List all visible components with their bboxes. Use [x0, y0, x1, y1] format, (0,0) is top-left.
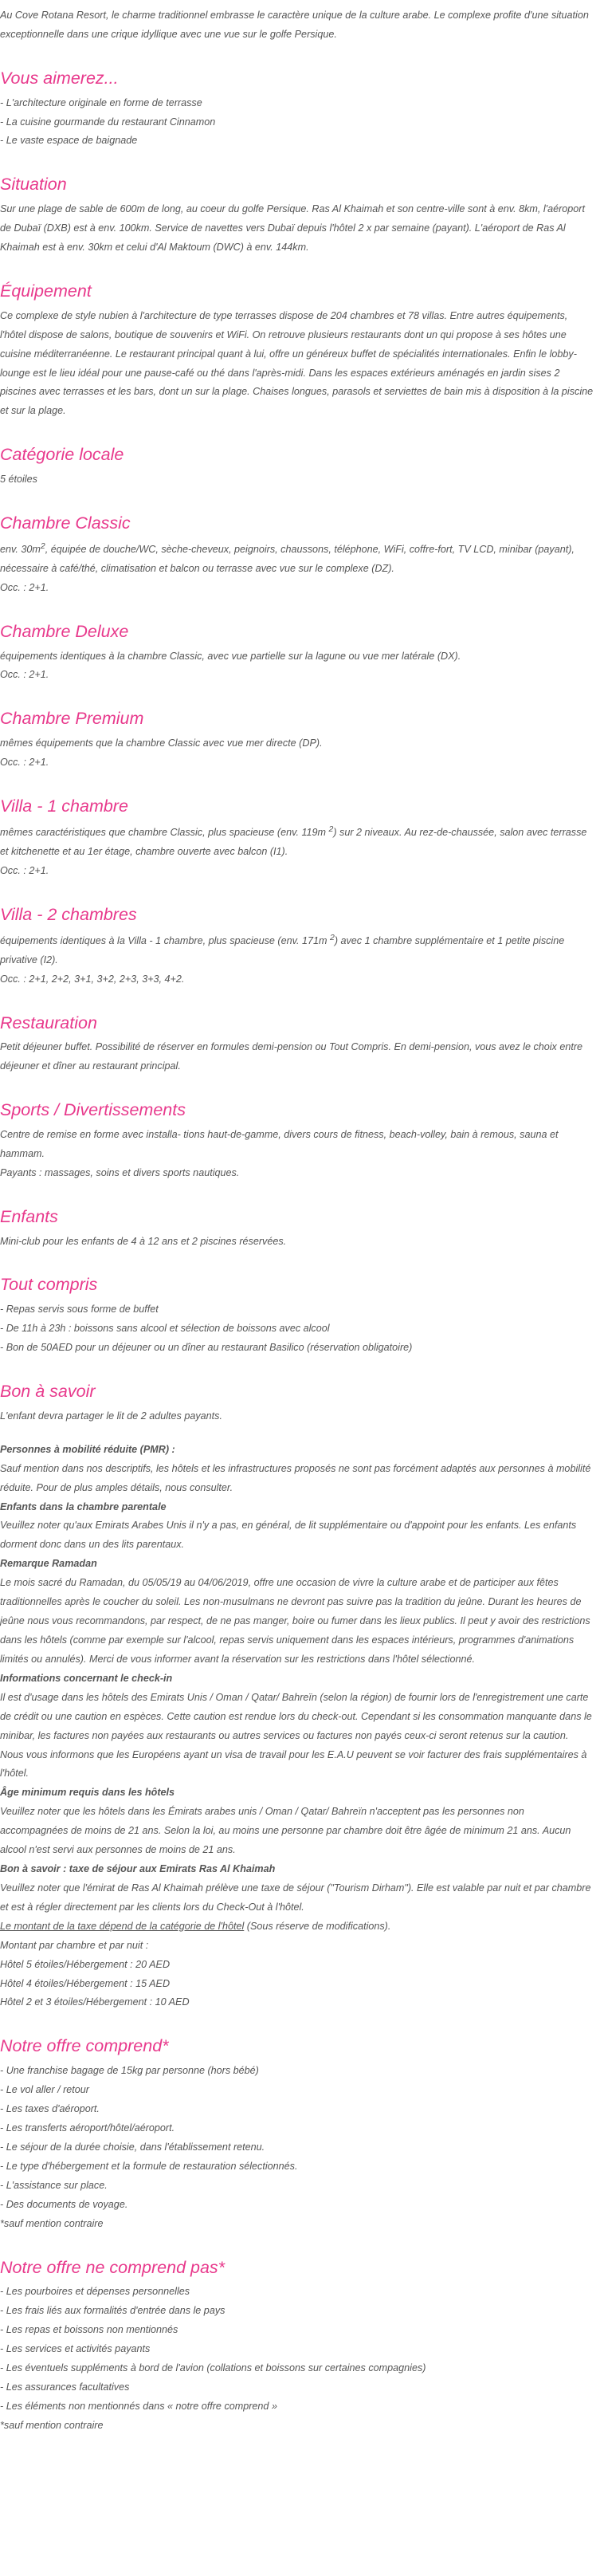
list-item: - Des documents de voyage. — [0, 2196, 594, 2215]
enfants-text: Mini-club pour les enfants de 4 à 12 ans et 2 piscines réservées. — [0, 1235, 287, 1247]
section-title-bon-a-savoir: Bon à savoir — [0, 1382, 96, 1402]
pmr-title: Personnes à mobilité réduite (PMR) : — [0, 1443, 175, 1455]
section-chambre-classic — [0, 513, 594, 598]
lit-text: L'enfant devra partager le lit de 2 adultes payants. — [0, 1410, 222, 1422]
tarif-5-etoiles: Hôtel 5 étoiles/Hébergement : 20 AED — [0, 1958, 171, 1970]
section-situation — [0, 175, 594, 258]
section-offre-ne-comprend — [0, 2258, 594, 2436]
checkin-text: Il est d'usage dans les hôtels des Emirats Unis / Oman / Qatar/ Bahreïn (selon la région) de fournir lors de l'enregistrement une carte de crédit ou une caution en espèces. Cette caution est rendue lors du check-out. Cependant si les consommation manquante dans le minibar, les factures non payées aux restaurants ou autres services ou factures non payés ceux-ci seront retenus sur la caution. Nous vous informons que les Européens ayant un visa de travail pour les E.A.U peuvent se voir facturer des frais supplémentaires à l'hôtel. — [0, 1691, 592, 1780]
section-vous-aimerez — [0, 69, 594, 151]
list-item: - L'assistance sur place. — [0, 2177, 594, 2196]
list-item: - Les éventuels suppléments à bord de l'avion (collations et boissons sur certaines compagnies) — [0, 2359, 594, 2378]
section-title-enfants: Enfants — [0, 1206, 58, 1226]
section-title-chambre-classic: Chambre Classic — [0, 513, 131, 533]
section-title-villa-1: Villa - 1 chambre — [0, 796, 128, 816]
villa-1-occupancy: Occ. : 2+1. — [0, 864, 49, 876]
list-item: - Les transferts aéroport/hôtel/aéroport. — [0, 2119, 594, 2138]
villa-2-occupancy: Occ. : 2+1, 2+2, 3+1, 3+2, 2+3, 3+3, 4+2. — [0, 973, 185, 985]
offre-comprend-note: *sauf mention contraire — [0, 2217, 104, 2229]
section-chambre-deluxe — [0, 622, 594, 686]
section-offre-comprend — [0, 2036, 594, 2233]
list-item: - La cuisine gourmande du restaurant Cinnamon — [0, 113, 594, 132]
section-title-situation: Situation — [0, 175, 67, 195]
section-title-categorie: Catégorie locale — [0, 445, 124, 465]
list-item: - Les taxes d'aéroport. — [0, 2100, 594, 2119]
section-title-restauration: Restauration — [0, 1013, 97, 1032]
section-chambre-premium — [0, 709, 594, 773]
section-bon-a-savoir — [0, 1382, 594, 2012]
age-text: Veuillez noter que les hôtels dans les Émirats arabes unis / Oman / Qatar/ Bahreïn n'acceptent pas les personnes non accompagnées de moins de 21 ans. Selon la loi, au moins une personne par chambre doit être âgée de minimum 21 ans. Aucun alcool n'est servi aux personnes de moins de 21 ans. — [0, 1806, 571, 1856]
taxe-montant-note: Le montant de la taxe dépend de la catégorie de l'hôtel (Sous réserve de modifications). — [0, 1920, 391, 1932]
parentale-text: Veuillez noter qu'aux Emirats Arabes Unis il n'y a pas, en général, de lit supplémentaire ou d'appoint pour les enfants. Les enfants dorment donc dans un des lits parentaux. — [0, 1520, 577, 1551]
offre-ne-comprend-list — [0, 2283, 594, 2416]
section-title-villa-2: Villa - 2 chambres — [0, 904, 137, 924]
chambre-premium-text: mêmes équipements que la chambre Classic avec vue mer directe (DP). — [0, 737, 323, 749]
sports-text: Centre de remise en forme avec installa- tions haut-de-gamme, divers cours de fitness, beach-volley, bain à remous, sauna et hammam. — [0, 1128, 559, 1159]
list-item: - Les services et activités payants — [0, 2340, 594, 2359]
section-restauration — [0, 1013, 594, 1077]
list-item: - Le vol aller / retour — [0, 2081, 594, 2100]
section-title-offre-ne-comprend: Notre offre ne comprend pas* — [0, 2257, 226, 2277]
chambre-premium-occupancy: Occ. : 2+1. — [0, 757, 49, 769]
list-item: - Les frais liés aux formalités d'entrée dans le pays — [0, 2302, 594, 2321]
section-categorie — [0, 445, 594, 490]
checkin-title: Informations concernant le check-in — [0, 1672, 173, 1684]
section-enfants — [0, 1207, 594, 1252]
section-tout-compris — [0, 1275, 594, 1358]
section-villa-1 — [0, 796, 594, 881]
pmr-text: Sauf mention dans nos descriptifs, les hôtels et les infrastructures proposés ne sont pas forcément adaptés aux personnes à mobilité réduite. Pour de plus amples détails, nous consulter. — [0, 1462, 591, 1493]
situation-text: Sur une plage de sable de 600m de long, au coeur du golfe Persique. Ras Al Khaimah et son centre-ville sont à env. 8km, l'aéroport de Dubaï (DXB) est à env. 100km. Service de navettes vers Dubaï depuis l'hôtel 2 x par semaine (payant). L'aéroport de Ras Al Khaimah est à env. 30km et celui d'Al Maktoum (DWC) à env. 144km. — [0, 203, 585, 254]
section-title-offre-comprend: Notre offre comprend* — [0, 2036, 169, 2056]
list-item: - Le vaste espace de baignade — [0, 132, 594, 151]
ramadan-text: Le mois sacré du Ramadan, du 05/05/19 au 04/06/2019, offre une occasion de vivre la culture arabe et de participer aux fêtes traditionnelles après le coucher du soleil. Les non-musulmans ne devront pas suivre pas la tradition du jeûne. Durant les heures de jeûne nous vous recommandons, par respect, de ne pas manger, boire ou fumer dans les lieux publics. Il peut y avoir des restrictions dans les hôtels (comme par exemple sur l'alcool, repas servis uniquement dans les espaces intérieurs, programmes d'animations limités ou annulés). Merci de vous informer avant la réservation sur les restrictions dans l'hôtel sélectionné. — [0, 1577, 590, 1665]
restauration-text: Petit déjeuner buffet. Possibilité de réserver en formules demi-pension ou Tout Compris. En demi-pension, vous avez le choix entre déjeuner et dîner au restaurant principal. — [0, 1041, 583, 1072]
sports-payants: Payants : massages, soins et divers sports nautiques. — [0, 1166, 240, 1178]
montant-label: Montant par chambre et par nuit : — [0, 1939, 149, 1951]
list-item: - Les assurances facultatives — [0, 2378, 594, 2397]
vous-aimerez-list — [0, 94, 594, 151]
list-item: - De 11h à 23h : boissons sans alcool et sélection de boissons avec alcool — [0, 1319, 594, 1339]
list-item: - Les pourboires et dépenses personnelles — [0, 2283, 594, 2302]
taxe-text: Veuillez noter que l'émirat de Ras Al Khaimah prélève une taxe de séjour ("Tourism Dirham"). Elle est valable par nuit et par chambre et est à régler directement par les clients lors du Check-Out à l'hôtel. — [0, 1882, 591, 1913]
section-sports — [0, 1100, 594, 1183]
chambre-classic-occupancy: Occ. : 2+1. — [0, 581, 49, 593]
section-title-tout-compris: Tout compris — [0, 1275, 98, 1295]
list-item: - Les éléments non mentionnés dans « notre offre comprend » — [0, 2397, 594, 2417]
equipement-text: Ce complexe de style nubien à l'architecture de type terrasses dispose de 204 chambres et 78 villas. Entre autres équipements, l'hôtel dispose de salons, boutique de souvenirs et WiFi. On retrouve plusieurs restaurants dont un qui propose à ses hôtes une cuisine méditerranéenne. Le restaurant principal quant à lui, offre un généreux buffet de spécialités internationales. Enfin le lobby-lounge est le lieu idéal pour une pause-café ou thé dans l'après-midi. Dans les espaces extérieurs aménagés en jardin sises 2 piscines avec terrasses et les bars, dont un sur la plage. Chaises longues, parasols et serviettes de bain mis à disposition à la piscine et sur la plage. — [0, 309, 594, 417]
chambre-classic-text: env. $30m^2$, équipée de douche/WC, sèche-cheveux, peignoirs, chaussons, téléphone, WiFi, coffre-fort, TV LCD, minibar (payant), nécessaire à café/thé, climatisation et balcon ou terrasse avec vue sur le complexe (DZ). — [0, 541, 575, 574]
villa-2-text: équipements identiques à la Villa - 1 chambre, plus spacieuse (env. 171m $^2$) avec 1 chambre supplémentaire et 1 petite piscine privative (I2). — [0, 932, 565, 966]
tarif-2-3-etoiles: Hôtel 2 et 3 étoiles/Hébergement : 10 AED — [0, 1996, 190, 2008]
list-item: - L'architecture originale en forme de terrasse — [0, 94, 594, 113]
section-title-chambre-premium: Chambre Premium — [0, 709, 144, 729]
section-title-chambre-deluxe: Chambre Deluxe — [0, 621, 129, 641]
tout-compris-list — [0, 1300, 594, 1358]
section-villa-2 — [0, 905, 594, 989]
section-equipement — [0, 281, 594, 421]
section-title-sports: Sports / Divertissements — [0, 1100, 186, 1120]
list-item: - Bon de 50AED pour un déjeuner ou un dîner au restaurant Basilico (réservation obligatoire) — [0, 1339, 594, 1358]
list-item: - Les repas et boissons non mentionnés — [0, 2321, 594, 2340]
list-item: - Repas servis sous forme de buffet — [0, 1300, 594, 1319]
tarif-4-etoiles: Hôtel 4 étoiles/Hébergement : 15 AED — [0, 1977, 171, 1989]
age-title: Âge minimum requis dans les hôtels — [0, 1787, 175, 1799]
parentale-title: Enfants dans la chambre parentale — [0, 1500, 167, 1512]
ramadan-title: Remarque Ramadan — [0, 1558, 97, 1570]
list-item: - Le type d'hébergement et la formule de restauration sélectionnés. — [0, 2157, 594, 2177]
intro-text: Au Cove Rotana Resort, le charme traditionnel embrasse le caractère unique de la culture arabe. Le complexe profite d'une situation exceptionnelle dans une crique idyllique avec une vue sur le golfe Persique. — [0, 10, 589, 40]
chambre-deluxe-text: équipements identiques à la chambre Classic, avec vue partielle sur la lagune ou vue mer latérale (DX). — [0, 650, 461, 662]
villa-1-text: mêmes caractéristiques que chambre Classic, plus spacieuse (env. 119m $^2$) sur 2 niveaux. Au rez-de-chaussée, salon avec terrasse et kitchenette et au 1er étage, chambre ouverte avec balcon (I1). — [0, 824, 587, 857]
list-item: - Une franchise bagage de 15kg par personne (hors bébé) — [0, 2062, 594, 2081]
offre-comprend-list — [0, 2062, 594, 2214]
chambre-deluxe-occupancy: Occ. : 2+1. — [0, 669, 49, 681]
section-title-equipement: Équipement — [0, 281, 92, 301]
list-item: - Le séjour de la durée choisie, dans l'établissement retenu. — [0, 2138, 594, 2157]
taxe-title: Bon à savoir : taxe de séjour aux Emirats Ras Al Khaimah — [0, 1863, 276, 1875]
categorie-text: 5 étoiles — [0, 474, 37, 486]
section-title-vous-aimerez: Vous aimerez... — [0, 68, 119, 88]
offre-ne-comprend-note: *sauf mention contraire — [0, 2419, 104, 2431]
